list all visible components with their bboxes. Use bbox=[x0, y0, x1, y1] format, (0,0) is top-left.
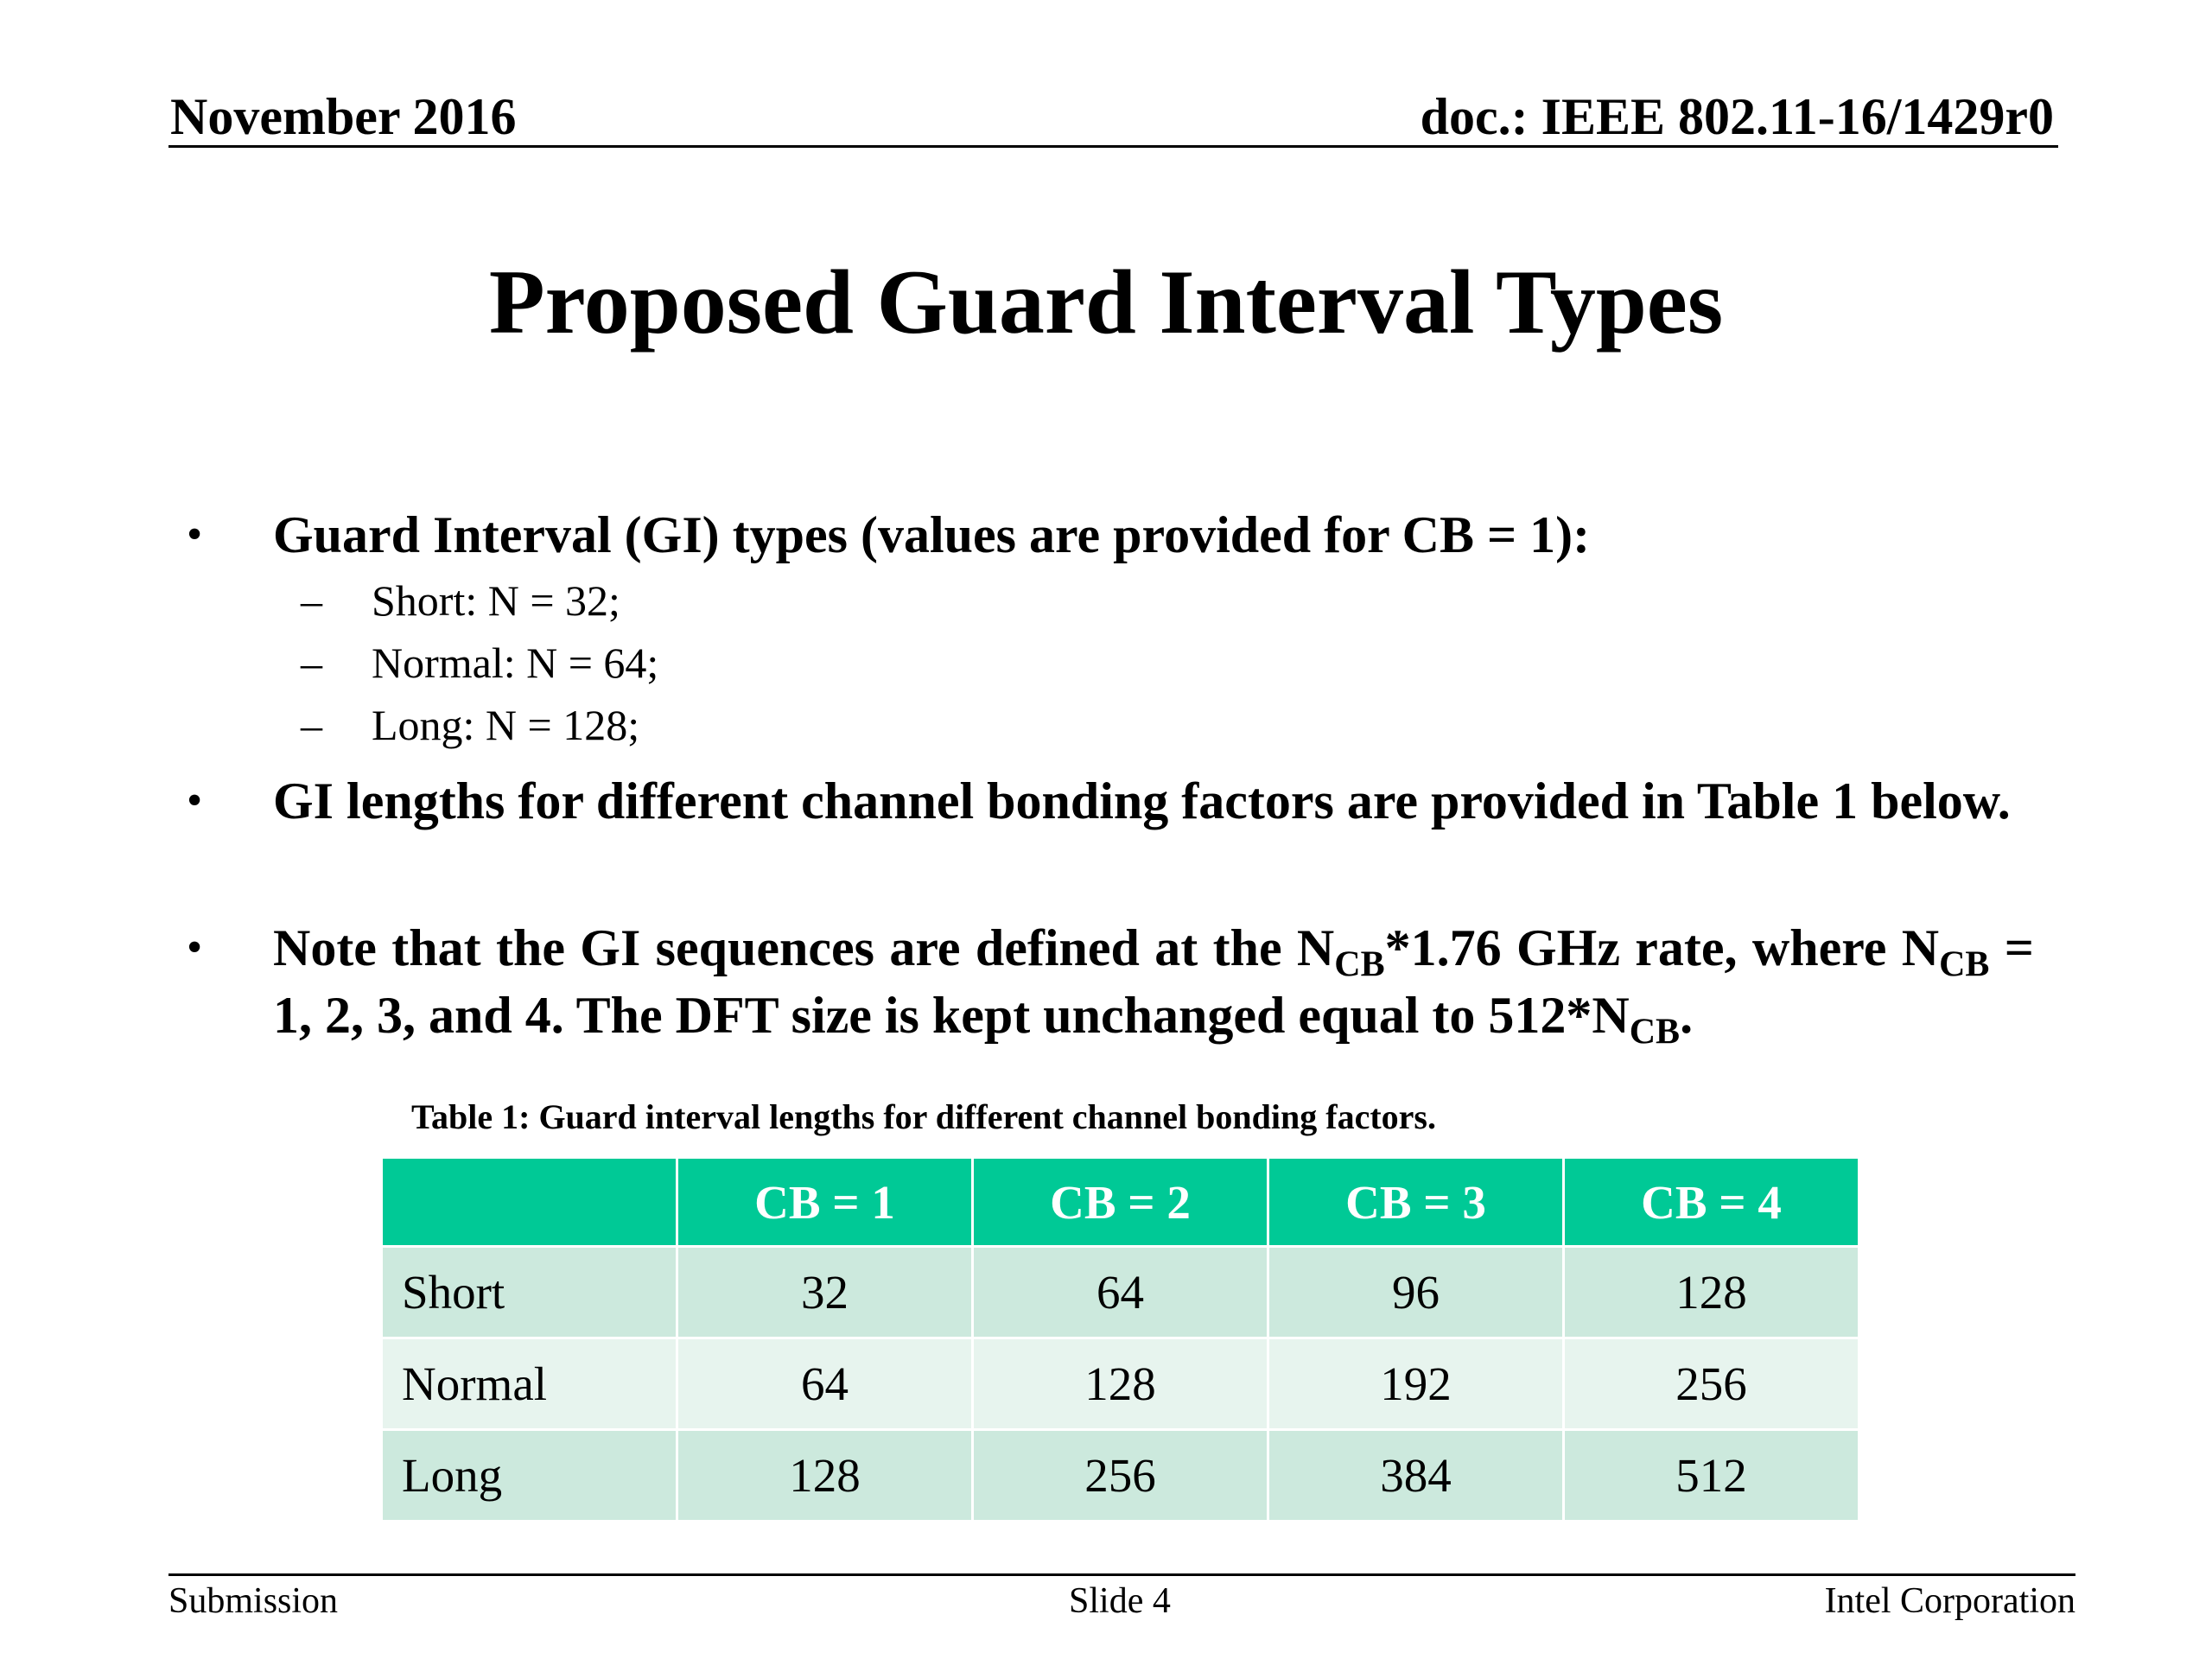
table-cell: 384 bbox=[1268, 1430, 1564, 1522]
sub-bullet-text: Normal: N = 64; bbox=[372, 639, 659, 687]
header-doc-id: doc.: IEEE 802.11-16/1429r0 bbox=[1420, 88, 2054, 145]
table-cell: 512 bbox=[1564, 1430, 1859, 1522]
dash-icon: – bbox=[301, 701, 322, 749]
footer-slide-number: Slide 4 bbox=[1069, 1581, 1171, 1621]
footer-submission: Submission bbox=[168, 1581, 339, 1621]
table-cell: 128 bbox=[1564, 1247, 1859, 1338]
subscript: CB bbox=[1629, 1012, 1681, 1052]
dash-icon: – bbox=[301, 639, 322, 687]
bullet-text: Guard Interval (GI) types (values are provided for CB = 1): bbox=[273, 506, 1591, 563]
bullet-icon: • bbox=[187, 510, 203, 559]
subscript: CB bbox=[1939, 944, 1990, 985]
sub-bullet-normal bbox=[301, 637, 659, 689]
bullet-gi-note bbox=[187, 914, 2034, 1052]
table-row bbox=[382, 1338, 1859, 1430]
table-cell: 64 bbox=[973, 1247, 1268, 1338]
table-header-row bbox=[382, 1158, 1859, 1247]
dash-icon: – bbox=[301, 576, 322, 625]
table-row-label: Long bbox=[382, 1430, 677, 1522]
bullet-text-part: *1.76 GHz rate, where N bbox=[1384, 919, 1940, 976]
table-row-label: Short bbox=[382, 1247, 677, 1338]
bullet-gi-types bbox=[187, 501, 2034, 569]
sub-bullet-text: Long: N = 128; bbox=[372, 701, 640, 749]
bullet-text-part: Note that the GI sequences are defined at the N bbox=[273, 919, 1335, 976]
bullet-gi-lengths bbox=[187, 767, 2034, 835]
sub-bullet-text: Short: N = 32; bbox=[372, 576, 620, 625]
bullet-text-part: = 1, 2, 3, and 4. The DFT size is kept unchanged equal to 512*N bbox=[273, 919, 2034, 1044]
table-cell: 128 bbox=[973, 1338, 1268, 1430]
bullet-text: GI lengths for different channel bonding factors are provided in Table 1 below. bbox=[273, 772, 2011, 830]
bullet-icon: • bbox=[187, 923, 203, 972]
table-header-cell: CB = 2 bbox=[973, 1158, 1268, 1247]
header-divider bbox=[168, 145, 2058, 148]
table-cell: 192 bbox=[1268, 1338, 1564, 1430]
table-cell: 32 bbox=[677, 1247, 973, 1338]
gi-lengths-table bbox=[380, 1156, 1860, 1522]
table-header-cell: CB = 4 bbox=[1564, 1158, 1859, 1247]
table-header-cell: CB = 1 bbox=[677, 1158, 973, 1247]
table-row-label: Normal bbox=[382, 1338, 677, 1430]
table-cell: 128 bbox=[677, 1430, 973, 1522]
table-header-cell: CB = 3 bbox=[1268, 1158, 1564, 1247]
footer-divider bbox=[168, 1573, 2075, 1576]
table-row bbox=[382, 1430, 1859, 1522]
table-caption: Table 1: Guard interval lengths for different channel bonding factors. bbox=[411, 1097, 1436, 1136]
sub-bullet-long bbox=[301, 699, 640, 751]
slide-title: Proposed Guard Interval Types bbox=[488, 251, 1724, 353]
table-cell: 96 bbox=[1268, 1247, 1564, 1338]
footer-company: Intel Corporation bbox=[1824, 1581, 2075, 1621]
table-cell: 64 bbox=[677, 1338, 973, 1430]
header-date: November 2016 bbox=[170, 88, 517, 145]
table-cell: 256 bbox=[1564, 1338, 1859, 1430]
table-row bbox=[382, 1247, 1859, 1338]
table-cell: 256 bbox=[973, 1430, 1268, 1522]
bullet-text-part: . bbox=[1680, 987, 1694, 1044]
sub-bullet-short bbox=[301, 575, 620, 626]
bullet-icon: • bbox=[187, 776, 203, 825]
subscript: CB bbox=[1334, 944, 1385, 985]
table-header-cell bbox=[382, 1158, 677, 1247]
